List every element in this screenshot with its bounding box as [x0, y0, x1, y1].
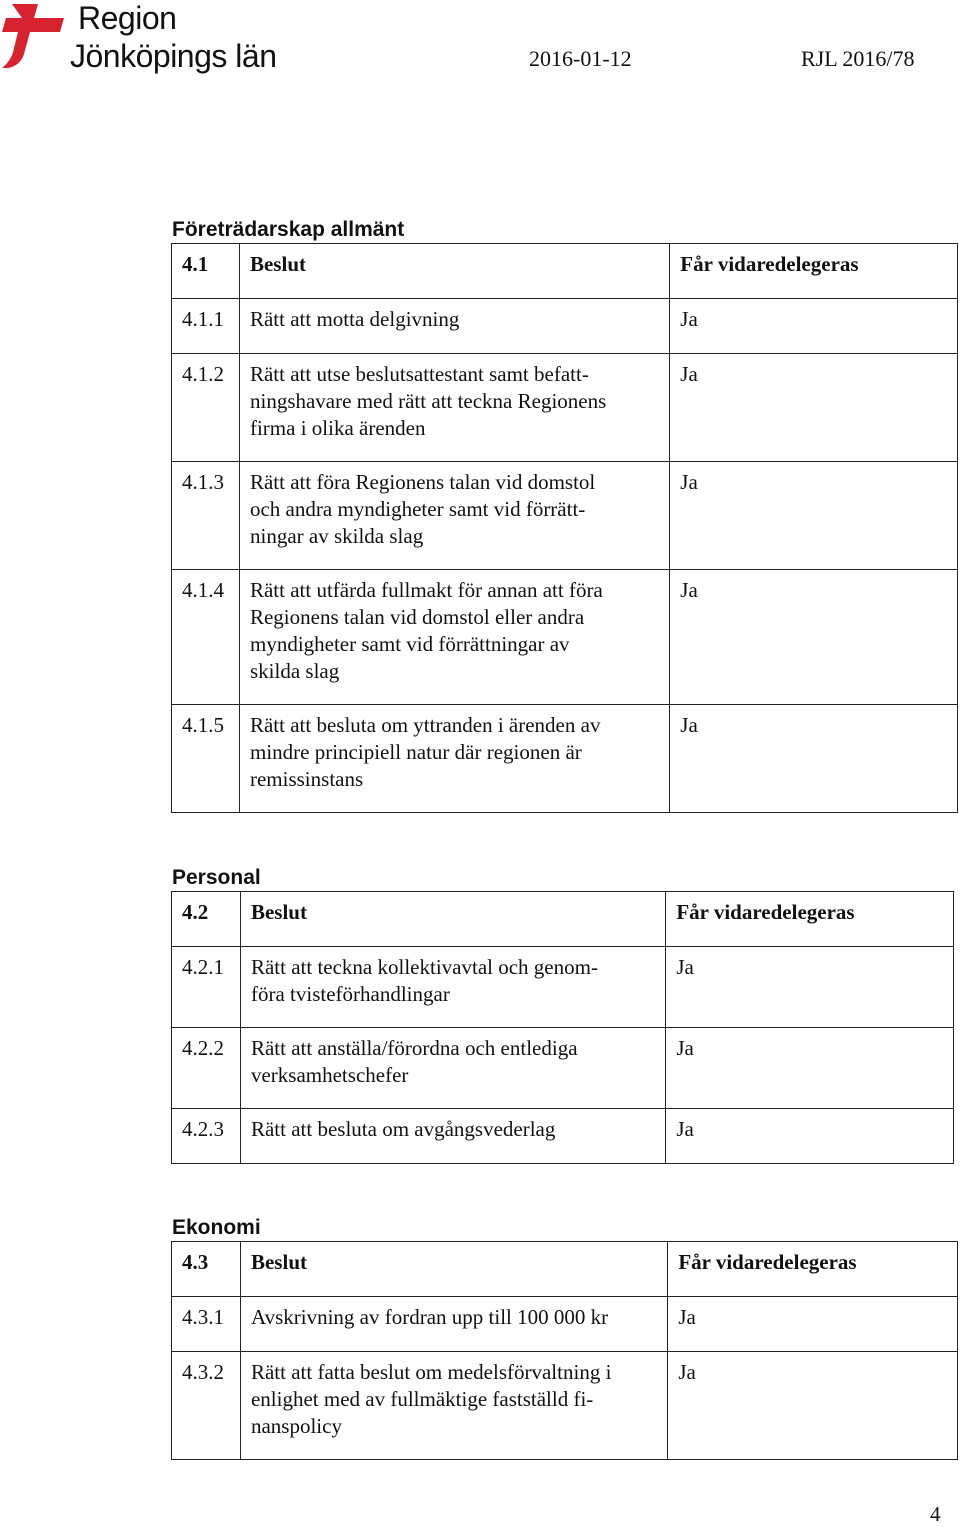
row-num: 4.3.2 [172, 1352, 241, 1460]
row-vidaredelegeras: Ja [670, 570, 958, 705]
row-text: Rätt att teckna kollektivavtal och genom- föra tvisteförhandlingar [240, 947, 665, 1028]
header-num: 4.1 [172, 244, 240, 299]
row-num: 4.1.2 [172, 354, 240, 462]
table-row [172, 354, 958, 462]
region-logo [0, 0, 300, 80]
row-num: 4.2.3 [172, 1109, 241, 1164]
row-vidaredelegeras: Ja [670, 705, 958, 813]
row-vidaredelegeras: Ja [666, 947, 954, 1028]
logo-text-jonkopings-lan: Jönköpings län [70, 38, 277, 74]
table-row [172, 299, 958, 354]
document-reference: RJL 2016/78 [801, 46, 915, 71]
document-date: 2016-01-12 [529, 46, 632, 71]
table-row [172, 1352, 958, 1460]
row-vidaredelegeras: Ja [668, 1297, 958, 1352]
row-num: 4.1.1 [172, 299, 240, 354]
header-num: 4.2 [172, 892, 241, 947]
table-row [172, 1109, 954, 1164]
region-cross-logo-icon [0, 0, 72, 72]
logo-text-region: Region [78, 0, 177, 36]
table-header-row [172, 1242, 958, 1297]
row-vidaredelegeras: Ja [670, 462, 958, 570]
row-vidaredelegeras: Ja [666, 1109, 954, 1164]
row-num: 4.3.1 [172, 1297, 241, 1352]
delegation-table-4-3 [171, 1241, 958, 1460]
table-row [172, 705, 958, 813]
row-text: Rätt att fatta beslut om medelsförvaltning i enlighet med av fullmäktige fastställd fi- nanspolicy [240, 1352, 667, 1460]
section-title-ekonomi: Ekonomi [172, 1216, 261, 1239]
row-text: Rätt att besluta om yttranden i ärenden av mindre principiell natur där regionen är remissinstans [239, 705, 669, 813]
header-beslut: Beslut [239, 244, 669, 299]
row-text: Rätt att föra Regionens talan vid domstol och andra myndigheter samt vid förrätt- ningar av skilda slag [239, 462, 669, 570]
table-header-row [172, 892, 954, 947]
row-vidaredelegeras: Ja [670, 354, 958, 462]
row-text: Rätt att utse beslutsattestant samt befatt- ningshavare med rätt att teckna Regionens firma i olika ärenden [239, 354, 669, 462]
row-vidaredelegeras: Ja [670, 299, 958, 354]
row-text: Rätt att besluta om avgångsvederlag [240, 1109, 665, 1164]
row-vidaredelegeras: Ja [668, 1352, 958, 1460]
header-num: 4.3 [172, 1242, 241, 1297]
section-title-personal: Personal [172, 866, 261, 889]
row-vidaredelegeras: Ja [666, 1028, 954, 1109]
row-num: 4.1.3 [172, 462, 240, 570]
table-row [172, 947, 954, 1028]
table-row [172, 1297, 958, 1352]
row-text: Rätt att motta delgivning [239, 299, 669, 354]
delegation-table-4-1 [171, 243, 958, 813]
row-text: Avskrivning av fordran upp till 100 000 kr [240, 1297, 667, 1352]
header-vidaredelegeras: Får vidaredelegeras [668, 1242, 958, 1297]
row-num: 4.2.2 [172, 1028, 241, 1109]
header-beslut: Beslut [240, 892, 665, 947]
table-row [172, 570, 958, 705]
table-row [172, 462, 958, 570]
delegation-table-4-2 [171, 891, 954, 1164]
row-num: 4.1.4 [172, 570, 240, 705]
table-header-row [172, 244, 958, 299]
section-title-foretradarskap: Företrädarskap allmänt [172, 218, 405, 241]
header-vidaredelegeras: Får vidaredelegeras [670, 244, 958, 299]
header-beslut: Beslut [240, 1242, 667, 1297]
row-num: 4.1.5 [172, 705, 240, 813]
table-row [172, 1028, 954, 1109]
row-text: Rätt att anställa/förordna och entlediga verksamhetschefer [240, 1028, 665, 1109]
header-vidaredelegeras: Får vidaredelegeras [666, 892, 954, 947]
row-num: 4.2.1 [172, 947, 241, 1028]
row-text: Rätt att utfärda fullmakt för annan att föra Regionens talan vid domstol eller andra myndigheter samt vid förrättningar av skilda slag [239, 570, 669, 705]
page-number: 4 [930, 1502, 941, 1526]
